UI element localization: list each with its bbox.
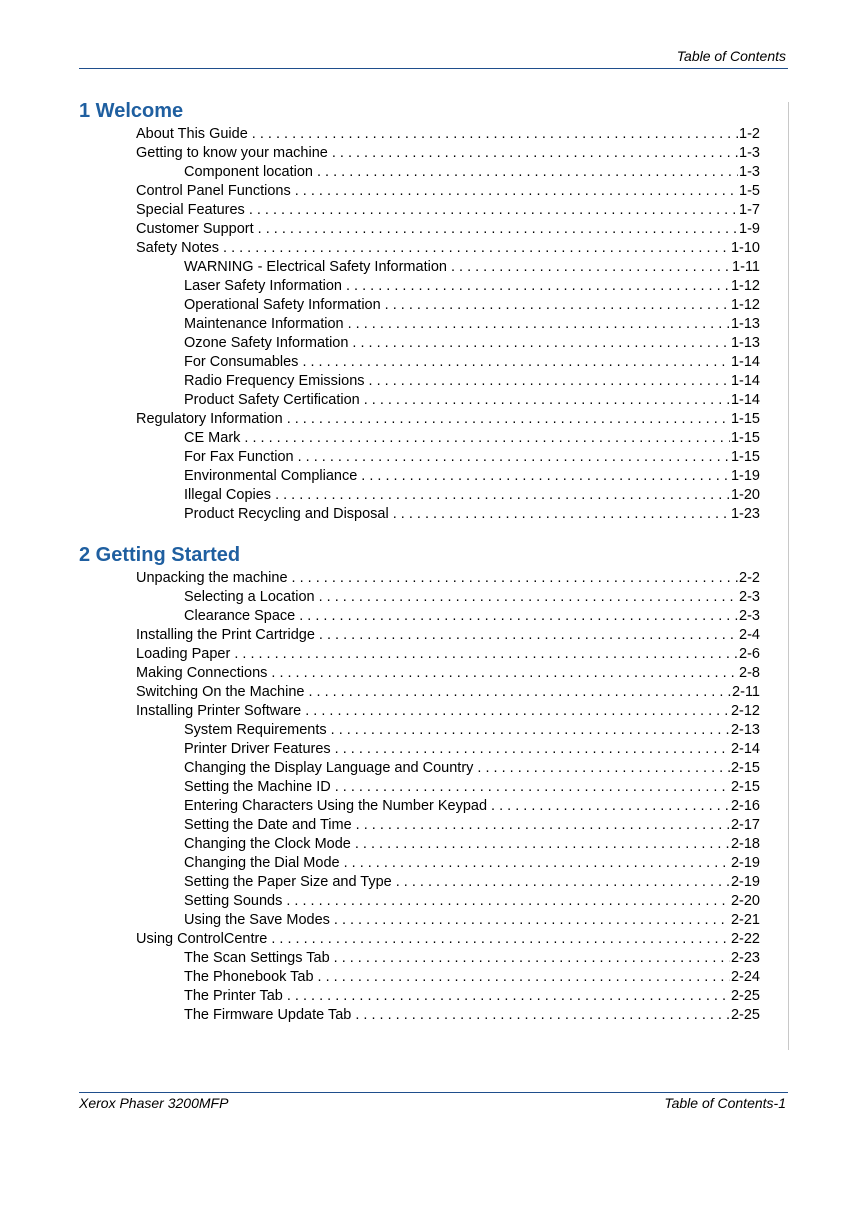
toc-page-number: 2-18 xyxy=(730,836,760,852)
dot-leader xyxy=(286,892,730,911)
toc-entry-title: Illegal Copies xyxy=(184,487,272,503)
toc-subentry[interactable] xyxy=(79,987,760,1006)
toc-page-number: 2-4 xyxy=(739,627,760,643)
dot-leader xyxy=(344,854,730,873)
toc-entry-title: Control Panel Functions xyxy=(136,183,291,199)
toc-page-number: 2-24 xyxy=(730,969,760,985)
dot-leader xyxy=(355,835,730,854)
toc-page-number: 1-15 xyxy=(730,411,760,427)
toc-page-number: 1-7 xyxy=(739,202,760,218)
dot-leader xyxy=(244,429,730,448)
toc-subentry[interactable] xyxy=(79,429,760,448)
dot-leader xyxy=(334,949,730,968)
toc-entry-title: Radio Frequency Emissions xyxy=(184,373,365,389)
toc-entry[interactable] xyxy=(79,144,760,163)
toc-subentry[interactable] xyxy=(79,391,760,410)
dot-leader xyxy=(364,391,730,410)
toc-page-number: 2-23 xyxy=(730,950,760,966)
dot-leader xyxy=(271,930,730,949)
dot-leader xyxy=(348,315,730,334)
dot-leader xyxy=(334,911,730,930)
toc-entry-title: Switching On the Machine xyxy=(136,684,305,700)
toc-page-number: 1-14 xyxy=(730,354,760,370)
dot-leader xyxy=(319,626,738,645)
toc-subentry[interactable] xyxy=(79,588,760,607)
toc-subentry[interactable] xyxy=(79,835,760,854)
toc-entry-title: Customer Support xyxy=(136,221,254,237)
toc-page-number: 1-12 xyxy=(730,297,760,313)
toc-page-number: 2-20 xyxy=(730,893,760,909)
toc-entry-title: Using the Save Modes xyxy=(184,912,330,928)
toc-page-number: 1-5 xyxy=(739,183,760,199)
toc-subentry[interactable] xyxy=(79,372,760,391)
toc-entry[interactable] xyxy=(79,930,760,949)
dot-leader xyxy=(271,664,738,683)
toc-subentry[interactable] xyxy=(79,873,760,892)
toc-entry-title: Entering Characters Using the Number Keypad xyxy=(184,798,488,814)
toc-entry-title: The Firmware Update Tab xyxy=(184,1007,352,1023)
dot-leader xyxy=(299,607,738,626)
toc-subentry[interactable] xyxy=(79,607,760,626)
dot-leader xyxy=(346,277,730,296)
toc-entry-title: Product Safety Certification xyxy=(184,392,360,408)
toc-entry-title: Regulatory Information xyxy=(136,411,283,427)
toc-page-number: 1-12 xyxy=(730,278,760,294)
toc-page-number: 2-15 xyxy=(730,760,760,776)
toc-subentry[interactable] xyxy=(79,949,760,968)
dot-leader xyxy=(477,759,730,778)
dot-leader xyxy=(317,163,738,182)
toc-entry-title: System Requirements xyxy=(184,722,327,738)
toc-page-number: 2-3 xyxy=(739,589,760,605)
chapter-heading[interactable]: 2 Getting Started xyxy=(79,544,241,566)
toc-subentry[interactable] xyxy=(79,334,760,353)
toc-entry-title: Component location xyxy=(184,164,313,180)
toc-entry[interactable] xyxy=(79,410,760,429)
toc-entry-title: For Fax Function xyxy=(184,449,294,465)
toc-subentry[interactable] xyxy=(79,486,760,505)
toc-entry-title: Product Recycling and Disposal xyxy=(184,506,389,522)
toc-entry[interactable] xyxy=(79,182,760,201)
dot-leader xyxy=(335,778,730,797)
toc-page-number: 1-23 xyxy=(730,506,760,522)
footer-product-name: Xerox Phaser 3200MFP xyxy=(79,1095,229,1111)
toc-subentry[interactable] xyxy=(79,258,760,277)
toc-page-number: 2-19 xyxy=(730,874,760,890)
dot-leader xyxy=(393,505,730,524)
toc-entry-title: Laser Safety Information xyxy=(184,278,342,294)
toc-page-number: 2-15 xyxy=(730,779,760,795)
toc-entry-title: Special Features xyxy=(136,202,245,218)
toc-entry-title: The Printer Tab xyxy=(184,988,283,1004)
toc-subentry[interactable] xyxy=(79,816,760,835)
toc-page-number: 2-21 xyxy=(730,912,760,928)
toc-subentry[interactable] xyxy=(79,353,760,372)
dot-leader xyxy=(356,816,730,835)
dot-leader xyxy=(302,353,730,372)
dot-leader xyxy=(287,410,730,429)
toc-entry-title: Clearance Space xyxy=(184,608,296,624)
toc-page-number: 2-11 xyxy=(732,684,760,700)
toc-subentry[interactable] xyxy=(79,721,760,740)
toc-entry-title: Ozone Safety Information xyxy=(184,335,349,351)
dot-leader xyxy=(295,182,738,201)
toc-entry-title: Environmental Compliance xyxy=(184,468,358,484)
toc-page-number: 1-14 xyxy=(730,392,760,408)
toc-page-number: 1-2 xyxy=(739,126,760,142)
toc-subentry[interactable] xyxy=(79,315,760,334)
toc-page-number: 2-16 xyxy=(730,798,760,814)
toc-entry-title: Setting the Paper Size and Type xyxy=(184,874,392,890)
toc-page-number: 2-14 xyxy=(730,741,760,757)
toc-page-number: 1-13 xyxy=(730,316,760,332)
toc-entry[interactable] xyxy=(79,683,760,702)
toc-page-number: 1-15 xyxy=(730,430,760,446)
dot-leader xyxy=(352,334,730,353)
dot-leader xyxy=(305,702,730,721)
toc-entry[interactable] xyxy=(79,220,760,239)
toc-subentry[interactable] xyxy=(79,759,760,778)
dot-leader xyxy=(451,258,731,277)
toc-entry[interactable] xyxy=(79,201,760,220)
toc-entry-title: Setting the Machine ID xyxy=(184,779,331,795)
chapter-section xyxy=(79,98,760,524)
toc-page-number: 2-2 xyxy=(739,570,760,586)
footer-page-label: Table of Contents-1 xyxy=(664,1095,786,1111)
dot-leader xyxy=(491,797,730,816)
toc-entry-title: Setting the Date and Time xyxy=(184,817,352,833)
toc-page-number: 2-19 xyxy=(730,855,760,871)
footer-rule xyxy=(79,1092,788,1093)
toc-entry[interactable] xyxy=(79,239,760,258)
toc-page-number: 2-13 xyxy=(730,722,760,738)
toc-subentry[interactable] xyxy=(79,277,760,296)
toc-page-number: 2-3 xyxy=(739,608,760,624)
dot-leader xyxy=(249,201,738,220)
toc-page-number: 1-13 xyxy=(730,335,760,351)
toc-entry-title: Changing the Display Language and Country xyxy=(184,760,474,776)
toc-page-number: 2-22 xyxy=(730,931,760,947)
toc-entry-title: About This Guide xyxy=(136,126,248,142)
dot-leader xyxy=(275,486,730,505)
toc-subentry[interactable] xyxy=(79,163,760,182)
toc-page-number: 1-9 xyxy=(739,221,760,237)
toc-page-number: 2-17 xyxy=(730,817,760,833)
dot-leader xyxy=(385,296,730,315)
toc-entry[interactable] xyxy=(79,645,760,664)
toc-entry-title: Maintenance Information xyxy=(184,316,344,332)
toc-subentry[interactable] xyxy=(79,797,760,816)
toc-page-number: 1-3 xyxy=(739,164,760,180)
toc-subentry[interactable] xyxy=(79,1006,760,1025)
toc-entry-title: Unpacking the machine xyxy=(136,570,288,586)
toc-subentry[interactable] xyxy=(79,892,760,911)
toc-subentry[interactable] xyxy=(79,296,760,315)
dot-leader xyxy=(331,721,730,740)
toc-page-number: 1-14 xyxy=(730,373,760,389)
toc-entry-title: Making Connections xyxy=(136,665,268,681)
dot-leader xyxy=(234,645,738,664)
toc-subentry[interactable] xyxy=(79,505,760,524)
toc-page-number: 2-6 xyxy=(739,646,760,662)
dot-leader xyxy=(298,448,730,467)
toc-subentry[interactable] xyxy=(79,740,760,759)
toc-page-number: 1-11 xyxy=(732,259,760,275)
toc-entry-title: For Consumables xyxy=(184,354,299,370)
toc-page-number: 2-25 xyxy=(730,1007,760,1023)
toc-entry-title: Installing the Print Cartridge xyxy=(136,627,315,643)
header-rule xyxy=(79,68,788,69)
toc-entry[interactable] xyxy=(79,664,760,683)
dot-leader xyxy=(318,968,730,987)
toc-entry-title: Selecting a Location xyxy=(184,589,315,605)
toc-entry-title: Operational Safety Information xyxy=(184,297,381,313)
toc-entry-title: Printer Driver Features xyxy=(184,741,331,757)
toc-entry-title: Getting to know your machine xyxy=(136,145,328,161)
toc-subentry[interactable] xyxy=(79,854,760,873)
toc-page-number: 1-20 xyxy=(730,487,760,503)
dot-leader xyxy=(335,740,730,759)
dot-leader xyxy=(361,467,730,486)
toc-entry-title: Installing Printer Software xyxy=(136,703,302,719)
dot-leader xyxy=(369,372,730,391)
dot-leader xyxy=(252,125,738,144)
dot-leader xyxy=(308,683,731,702)
toc-entry[interactable] xyxy=(79,569,760,588)
dot-leader xyxy=(332,144,738,163)
toc-page-number: 1-19 xyxy=(730,468,760,484)
toc-entry-title: The Phonebook Tab xyxy=(184,969,314,985)
dot-leader xyxy=(258,220,738,239)
dot-leader xyxy=(396,873,730,892)
dot-leader xyxy=(355,1006,730,1025)
toc-subentry[interactable] xyxy=(79,778,760,797)
header-title: Table of Contents xyxy=(676,48,786,64)
toc-page-number: 2-8 xyxy=(739,665,760,681)
toc-entry-title: CE Mark xyxy=(184,430,241,446)
toc-page-number: 1-10 xyxy=(730,240,760,256)
toc-subentry[interactable] xyxy=(79,968,760,987)
toc-entry[interactable] xyxy=(79,125,760,144)
toc-entry[interactable] xyxy=(79,626,760,645)
toc-subentry[interactable] xyxy=(79,448,760,467)
dot-leader xyxy=(287,987,730,1006)
toc-page-number: 1-15 xyxy=(730,449,760,465)
toc-entry-title: Setting Sounds xyxy=(184,893,283,909)
toc-entry-title: Using ControlCentre xyxy=(136,931,268,947)
toc-subentry[interactable] xyxy=(79,911,760,930)
toc-entry-title: Changing the Clock Mode xyxy=(184,836,351,852)
chapter-section xyxy=(79,542,760,1025)
dot-leader xyxy=(292,569,738,588)
margin-rule xyxy=(788,102,789,1050)
toc-page-number: 1-3 xyxy=(739,145,760,161)
dot-leader xyxy=(319,588,738,607)
table-of-contents xyxy=(79,98,760,1043)
toc-entry-title: Changing the Dial Mode xyxy=(184,855,340,871)
toc-subentry[interactable] xyxy=(79,467,760,486)
toc-entry-title: WARNING - Electrical Safety Information xyxy=(184,259,447,275)
dot-leader xyxy=(223,239,730,258)
toc-page-number: 2-12 xyxy=(730,703,760,719)
toc-entry[interactable] xyxy=(79,702,760,721)
toc-page-number: 2-25 xyxy=(730,988,760,1004)
toc-entry-title: Safety Notes xyxy=(136,240,220,256)
chapter-heading[interactable]: 1 Welcome xyxy=(79,100,184,122)
toc-entry-title: The Scan Settings Tab xyxy=(184,950,330,966)
toc-entry-title: Loading Paper xyxy=(136,646,231,662)
